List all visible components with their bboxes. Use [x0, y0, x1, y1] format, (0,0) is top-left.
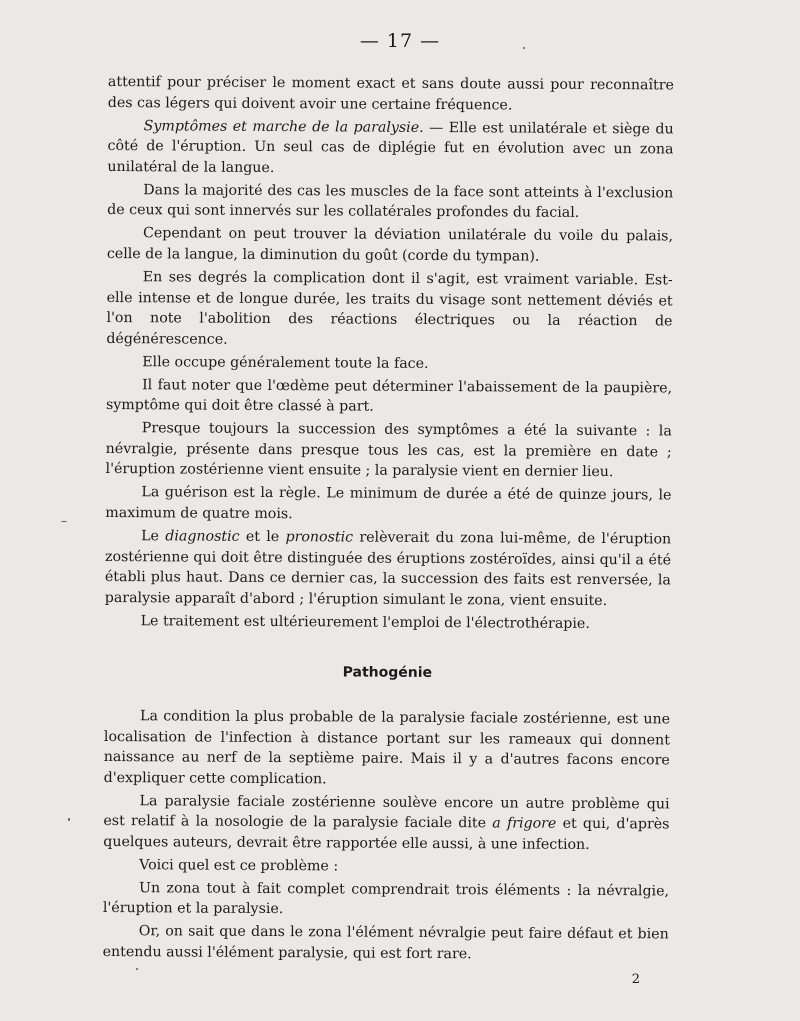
text-run: La condition la plus probable de la paralysie faciale zostérienne, est une localisation de l'infection à distance portant sur les rameaux qui donnent naissance au nerf de la septième paire. Mais il y a d'autres facons encore d'expliquer cette complication. [103, 708, 671, 788]
paragraph [107, 116, 673, 181]
paragraph [103, 878, 669, 923]
text-run: Le [141, 528, 166, 545]
paragraph [108, 72, 674, 117]
italic-text: pronostic [285, 529, 354, 546]
text-run: et le [239, 528, 286, 546]
scan-speck [68, 818, 70, 821]
text-run: attentif pour préciser le moment exact et sans doute aussi pour reconnaître des cas légers qui doivent avoir une certaine fréquence. [107, 73, 674, 114]
paragraph [107, 180, 673, 225]
text-run: Voici quel est ce problème : [139, 857, 339, 875]
text-run: En ses degrés la complication dont il s'agit, est vraiment variable. Est-elle intense et de longue durée, les traits du visage sont nettement déviés et l'on note l'abolition des réactions électriques ou la réaction de dégénérescence. [106, 269, 673, 348]
text-run: Pathogénie [342, 664, 433, 682]
paragraph [106, 418, 672, 483]
paragraph [106, 267, 672, 353]
paragraph [103, 791, 669, 856]
section-heading [104, 661, 670, 685]
scan-speck [61, 521, 67, 522]
paragraph [104, 706, 670, 792]
text-run: Cependant on peut trouver la déviation unilatérale du voile du palais, celle de la langue, la diminution du goût (corde du tympan). [106, 225, 674, 265]
scan-speck [523, 47, 525, 49]
text-run: et qui, d'après quelques auteurs, devrait être rapportée elle aussi, à une infection. [103, 816, 670, 853]
paragraph [106, 375, 672, 420]
text-run: Elle occupe généralement toute la face. [142, 353, 429, 372]
paragraph [105, 526, 671, 612]
paragraph [107, 223, 673, 268]
italic-text: a frigore [492, 815, 557, 833]
text-run: La guérison est la règle. Le minimum de durée a été de quinze jours, le maximum de quatre mois. [105, 484, 672, 523]
text-run: Or, on sait que dans le zona l'élément névralgie peut faire défaut et bien entendu aussi l'élément paralysie, qui est fort rare. [102, 923, 669, 963]
text-run: Il faut noter que l'œdème peut déterminer l'abaissement de la paupière, symptôme qui doit être classé à part. [105, 376, 673, 415]
paragraph [105, 482, 671, 527]
text-run: — Elle est unilatérale et siège du côté de l'éruption. Un seul cas de diplégie fut en évolution avec un zona unilatéral de la langue. [107, 119, 674, 176]
text-run: Presque toujours la succession des symptômes a été la suivante : la névralgie, présente dans presque tous les cas, est la première en date ; l'éruption zostérienne vient ensuite ; la paralysie vient en dernier lieu. [105, 420, 672, 481]
italic-text: diagnostic [165, 528, 240, 545]
body-text [103, 72, 674, 968]
text-run: Le traitement est ultérieurement l'emploi de l'électrothérapie. [140, 612, 590, 632]
signature-mark: 2 [631, 972, 640, 987]
text-run: Un zona tout à fait complet comprendrait trois éléments : la névralgie, l'éruption et la paralysie. [102, 880, 670, 918]
text-run: Dans la majorité des cas les muscles de la face sont atteints à l'exclusion de ceux qui sont innervés sur les collatérales profondes du facial. [107, 181, 674, 222]
text-run: relèverait du zona lui-même, de l'éruption zostérienne qui doit être distinguée des éruptions zostéroïdes, ainsi qu'il a été établi plus haut. Dans ce dernier cas, la succession des faits est renversée, la paralysie apparaît d'abord ; l'éruption simulant le zona, vient ensuite. [104, 529, 672, 609]
paragraph [106, 352, 672, 376]
text-run: La paralysie faciale zostérienne soulève encore un autre problème qui est relatif à la nosologie de la paralysie faciale dite [103, 792, 670, 832]
scan-speck [136, 968, 138, 970]
italic-text: Symptômes et marche de la paralysie. [143, 117, 424, 136]
paragraph [103, 855, 669, 879]
paragraph [103, 921, 669, 966]
page-number: — 17 — [359, 30, 441, 52]
paragraph [105, 611, 671, 635]
